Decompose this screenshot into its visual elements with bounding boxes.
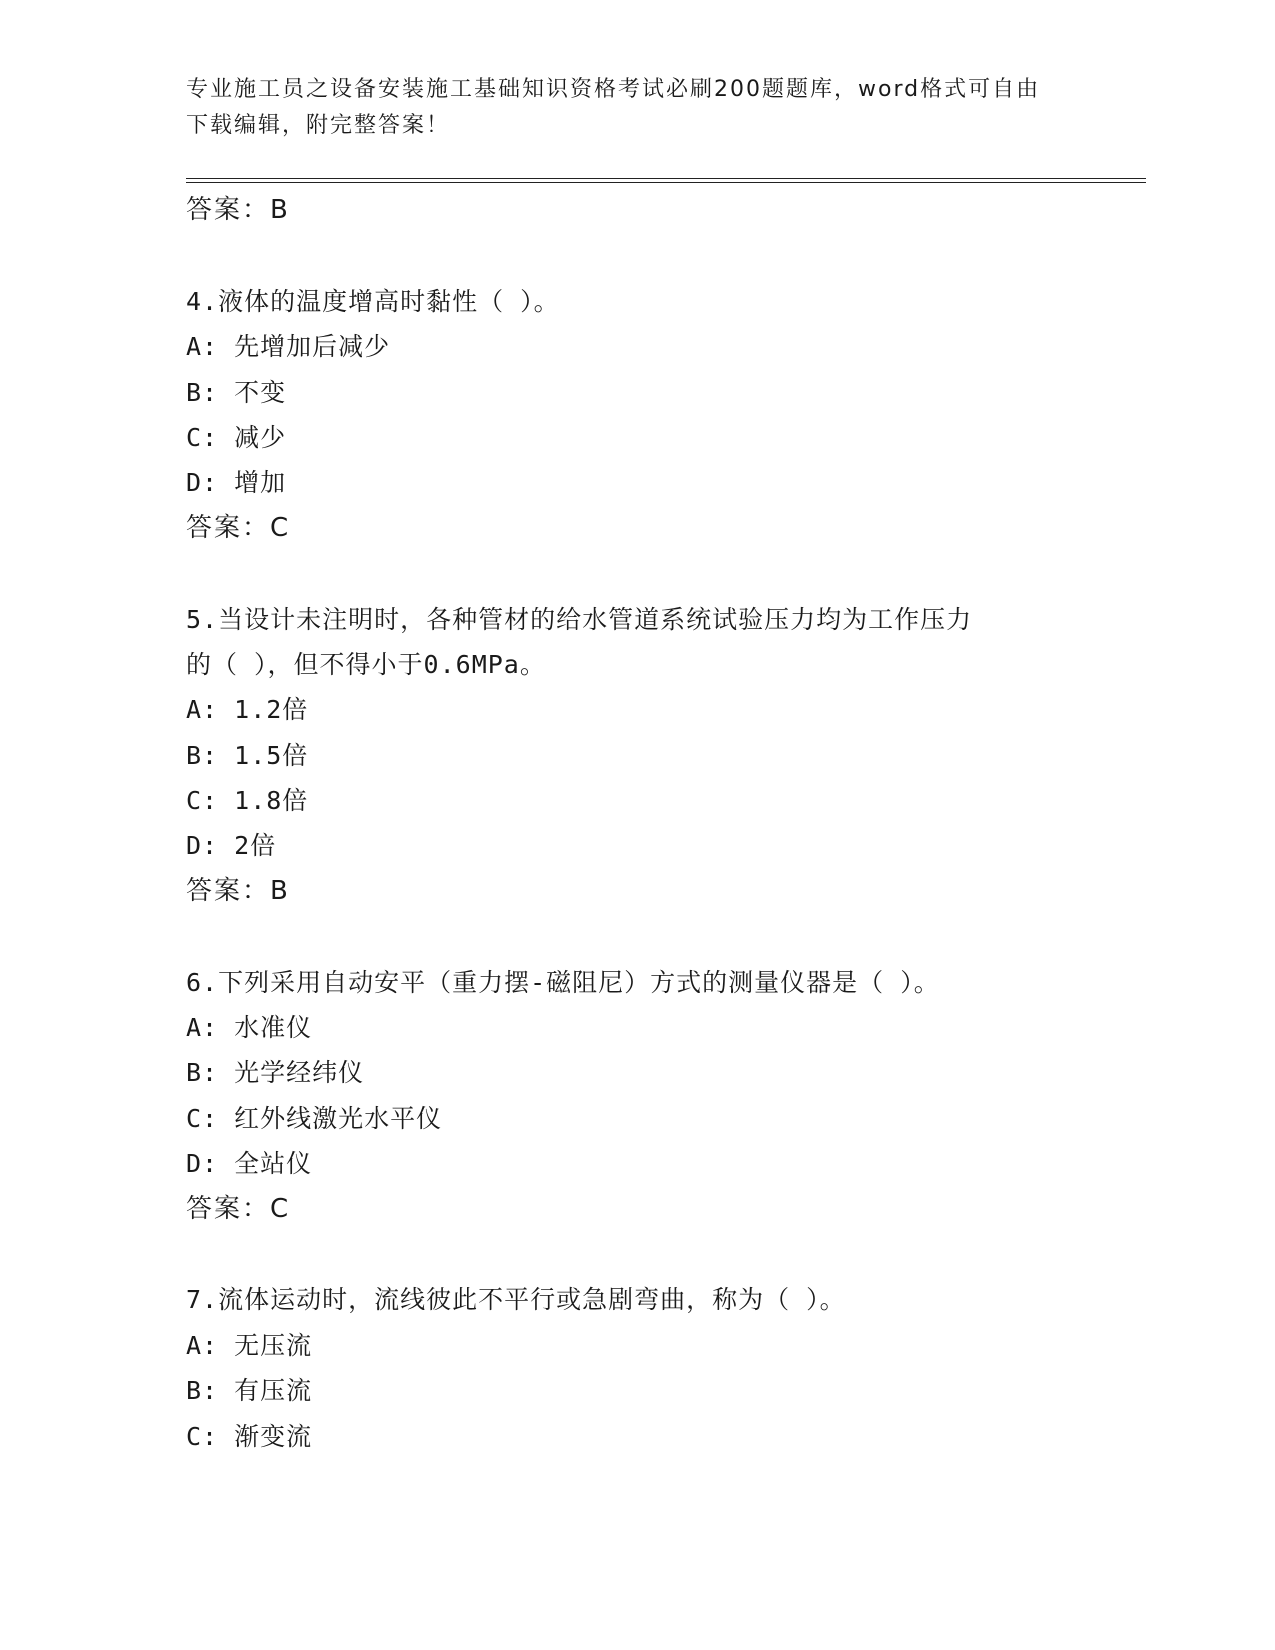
spacer bbox=[186, 551, 1086, 596]
option-b: B: 1.5倍 bbox=[186, 740, 309, 770]
option-c: C: 渐变流 bbox=[186, 1421, 313, 1451]
question-block-5 bbox=[186, 597, 1086, 915]
option-b: B: 不变 bbox=[186, 377, 287, 407]
option-d: D: 全站仪 bbox=[186, 1149, 313, 1179]
option-b: B: 光学经纬仪 bbox=[186, 1058, 365, 1088]
header-divider-top bbox=[186, 178, 1146, 179]
previous-answer: 答案：B bbox=[186, 195, 290, 225]
answer: 答案：C bbox=[186, 512, 291, 543]
option-c: C: 1.8倍 bbox=[186, 786, 309, 816]
option-c: C: 减少 bbox=[186, 422, 287, 452]
option-b: B: 有压流 bbox=[186, 1376, 313, 1406]
option-d: D: 增加 bbox=[186, 468, 287, 498]
header-line-1: 专业施工员之设备安装施工基础知识资格考试必刷200题题库，word格式可自由 bbox=[186, 77, 1041, 102]
question-block-4 bbox=[186, 279, 1086, 551]
question-stem: 7.流体运动时，流线彼此不平行或急剧弯曲，称为（ ）。 bbox=[186, 1285, 846, 1315]
question-block-7 bbox=[186, 1277, 1086, 1459]
spacer bbox=[186, 1232, 1086, 1277]
document-header bbox=[186, 72, 1066, 144]
option-a: A: 先增加后减少 bbox=[186, 332, 391, 362]
question-list bbox=[186, 188, 1086, 1459]
option-a: A: 1.2倍 bbox=[186, 695, 309, 725]
option-a: A: 无压流 bbox=[186, 1330, 313, 1360]
question-stem: 5.当设计未注明时，各种管材的给水管道系统试验压力均为工作压力 bbox=[186, 604, 973, 634]
header-line-2: 下载编辑，附完整答案！ bbox=[186, 113, 451, 138]
answer: 答案：B bbox=[186, 875, 290, 906]
answer: 答案：C bbox=[186, 1193, 291, 1224]
question-stem-continued: 的（ ），但不得小于0.6MPa。 bbox=[186, 649, 546, 679]
question-block-6 bbox=[186, 960, 1086, 1232]
header-divider-bottom bbox=[186, 182, 1146, 183]
question-stem: 4.液体的温度增高时黏性（ ）。 bbox=[186, 286, 560, 316]
option-c: C: 红外线激光水平仪 bbox=[186, 1103, 443, 1133]
spacer bbox=[186, 914, 1086, 959]
question-stem: 6.下列采用自动安平（重力摆-磁阻尼）方式的测量仪器是（ ）。 bbox=[186, 967, 940, 997]
spacer bbox=[186, 233, 1086, 278]
option-d: D: 2倍 bbox=[186, 831, 277, 861]
option-a: A: 水准仪 bbox=[186, 1013, 313, 1043]
